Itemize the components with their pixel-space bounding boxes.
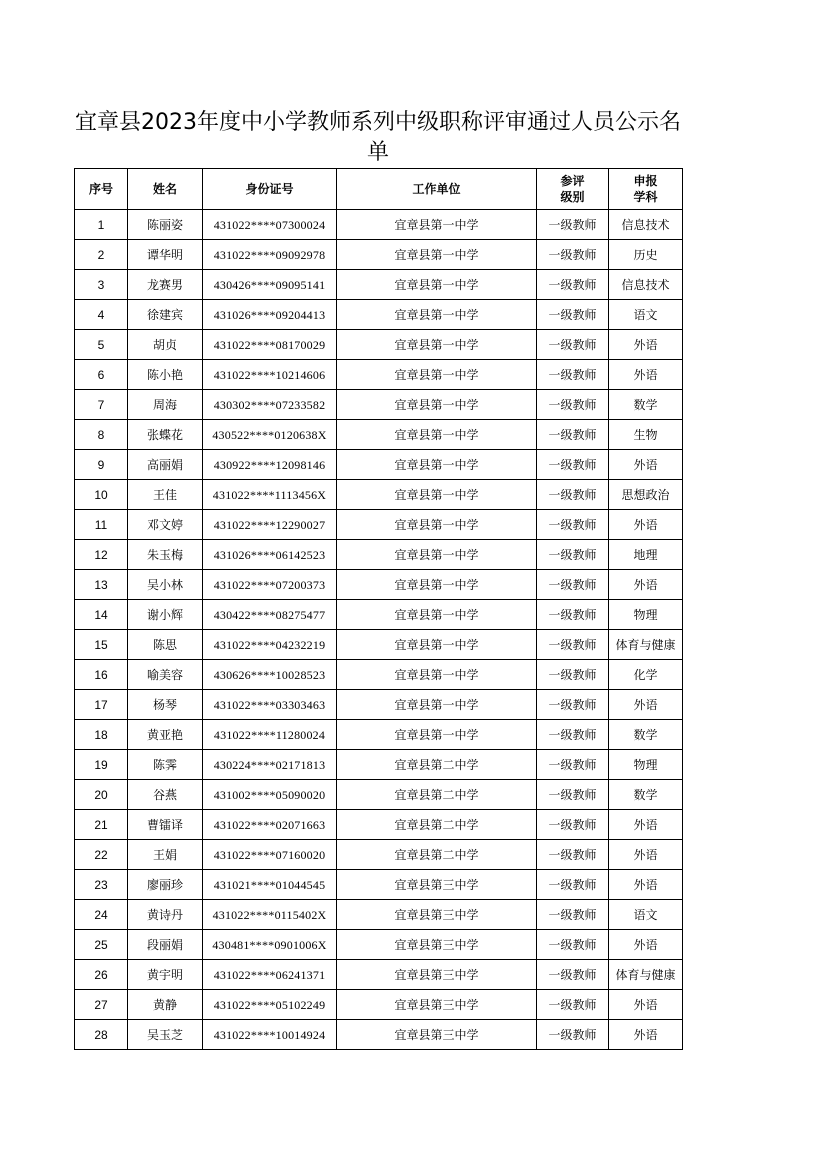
cell-id-number: 431022****1113456X: [203, 480, 337, 510]
cell-name: 喻美容: [128, 660, 203, 690]
cell-level: 一级教师: [537, 720, 609, 750]
header-name: 姓名: [128, 169, 203, 210]
cell-id-number: 431022****09092978: [203, 240, 337, 270]
table-row: [75, 900, 683, 930]
cell-subject: 历史: [609, 240, 683, 270]
cell-subject: 思想政治: [609, 480, 683, 510]
cell-work-unit: 宜章县第一中学: [337, 360, 537, 390]
table-row: [75, 570, 683, 600]
cell-work-unit: 宜章县第一中学: [337, 630, 537, 660]
cell-name: 朱玉梅: [128, 540, 203, 570]
cell-work-unit: 宜章县第二中学: [337, 810, 537, 840]
cell-work-unit: 宜章县第一中学: [337, 420, 537, 450]
header-unit: 工作单位: [337, 169, 537, 210]
table-row: [75, 1020, 683, 1050]
cell-seq: 2: [75, 240, 128, 270]
cell-work-unit: 宜章县第一中学: [337, 600, 537, 630]
table-row: [75, 450, 683, 480]
cell-seq: 21: [75, 810, 128, 840]
cell-seq: 14: [75, 600, 128, 630]
cell-subject: 外语: [609, 330, 683, 360]
cell-subject: 体育与健康: [609, 630, 683, 660]
cell-name: 王佳: [128, 480, 203, 510]
cell-work-unit: 宜章县第一中学: [337, 450, 537, 480]
cell-subject: 物理: [609, 750, 683, 780]
cell-level: 一级教师: [537, 660, 609, 690]
cell-id-number: 430922****12098146: [203, 450, 337, 480]
cell-level: 一级教师: [537, 990, 609, 1020]
cell-name: 陈思: [128, 630, 203, 660]
table-row: [75, 240, 683, 270]
table-row: [75, 510, 683, 540]
cell-level: 一级教师: [537, 600, 609, 630]
cell-level: 一级教师: [537, 630, 609, 660]
cell-level: 一级教师: [537, 900, 609, 930]
cell-level: 一级教师: [537, 840, 609, 870]
cell-name: 杨琴: [128, 690, 203, 720]
cell-seq: 10: [75, 480, 128, 510]
cell-name: 徐建宾: [128, 300, 203, 330]
table-row: [75, 420, 683, 450]
cell-work-unit: 宜章县第三中学: [337, 930, 537, 960]
cell-id-number: 431022****11280024: [203, 720, 337, 750]
cell-work-unit: 宜章县第一中学: [337, 540, 537, 570]
cell-subject: 外语: [609, 360, 683, 390]
cell-level: 一级教师: [537, 570, 609, 600]
cell-seq: 12: [75, 540, 128, 570]
header-id: 身份证号: [203, 169, 337, 210]
cell-id-number: 431022****10014924: [203, 1020, 337, 1050]
cell-subject: 生物: [609, 420, 683, 450]
cell-seq: 27: [75, 990, 128, 1020]
cell-subject: 地理: [609, 540, 683, 570]
header-subject: 申报 学科: [609, 169, 683, 210]
cell-subject: 数学: [609, 390, 683, 420]
cell-work-unit: 宜章县第三中学: [337, 960, 537, 990]
table-row: [75, 780, 683, 810]
cell-level: 一级教师: [537, 300, 609, 330]
cell-seq: 25: [75, 930, 128, 960]
cell-id-number: 431002****05090020: [203, 780, 337, 810]
cell-id-number: 431026****06142523: [203, 540, 337, 570]
cell-id-number: 430302****07233582: [203, 390, 337, 420]
cell-id-number: 431022****05102249: [203, 990, 337, 1020]
cell-work-unit: 宜章县第三中学: [337, 870, 537, 900]
table-row: [75, 540, 683, 570]
table-row: [75, 360, 683, 390]
cell-subject: 外语: [609, 510, 683, 540]
table-row: [75, 330, 683, 360]
cell-name: 吴玉芝: [128, 1020, 203, 1050]
cell-level: 一级教师: [537, 360, 609, 390]
cell-seq: 22: [75, 840, 128, 870]
cell-work-unit: 宜章县第一中学: [337, 510, 537, 540]
cell-level: 一级教师: [537, 750, 609, 780]
cell-level: 一级教师: [537, 330, 609, 360]
cell-id-number: 431022****07200373: [203, 570, 337, 600]
table-row: [75, 840, 683, 870]
cell-subject: 语文: [609, 300, 683, 330]
table-row: [75, 690, 683, 720]
cell-work-unit: 宜章县第一中学: [337, 300, 537, 330]
cell-name: 谢小辉: [128, 600, 203, 630]
cell-id-number: 431022****12290027: [203, 510, 337, 540]
cell-subject: 信息技术: [609, 210, 683, 240]
cell-seq: 6: [75, 360, 128, 390]
cell-seq: 7: [75, 390, 128, 420]
cell-seq: 5: [75, 330, 128, 360]
cell-name: 周海: [128, 390, 203, 420]
cell-subject: 外语: [609, 450, 683, 480]
cell-name: 黄诗丹: [128, 900, 203, 930]
cell-id-number: 431022****04232219: [203, 630, 337, 660]
cell-work-unit: 宜章县第一中学: [337, 390, 537, 420]
roster-table: [74, 168, 683, 1050]
cell-seq: 13: [75, 570, 128, 600]
cell-level: 一级教师: [537, 210, 609, 240]
cell-seq: 3: [75, 270, 128, 300]
cell-level: 一级教师: [537, 690, 609, 720]
table-row: [75, 630, 683, 660]
cell-work-unit: 宜章县第三中学: [337, 1020, 537, 1050]
cell-id-number: 431022****03303463: [203, 690, 337, 720]
cell-work-unit: 宜章县第一中学: [337, 660, 537, 690]
cell-seq: 15: [75, 630, 128, 660]
cell-seq: 18: [75, 720, 128, 750]
table-row: [75, 210, 683, 240]
table-row: [75, 960, 683, 990]
cell-seq: 4: [75, 300, 128, 330]
cell-subject: 化学: [609, 660, 683, 690]
cell-name: 谷燕: [128, 780, 203, 810]
cell-level: 一级教师: [537, 540, 609, 570]
cell-name: 廖丽珍: [128, 870, 203, 900]
cell-id-number: 430426****09095141: [203, 270, 337, 300]
cell-id-number: 430422****08275477: [203, 600, 337, 630]
cell-subject: 信息技术: [609, 270, 683, 300]
cell-seq: 1: [75, 210, 128, 240]
cell-name: 邓文婷: [128, 510, 203, 540]
cell-work-unit: 宜章县第一中学: [337, 270, 537, 300]
cell-name: 陈霁: [128, 750, 203, 780]
table-row: [75, 720, 683, 750]
cell-subject: 外语: [609, 570, 683, 600]
table-row: [75, 750, 683, 780]
cell-subject: 外语: [609, 840, 683, 870]
cell-work-unit: 宜章县第二中学: [337, 780, 537, 810]
cell-name: 黄静: [128, 990, 203, 1020]
cell-subject: 数学: [609, 720, 683, 750]
cell-name: 段丽娟: [128, 930, 203, 960]
cell-work-unit: 宜章县第一中学: [337, 210, 537, 240]
cell-seq: 24: [75, 900, 128, 930]
cell-work-unit: 宜章县第二中学: [337, 750, 537, 780]
cell-name: 胡贞: [128, 330, 203, 360]
cell-seq: 20: [75, 780, 128, 810]
table-row: [75, 810, 683, 840]
table-row: [75, 660, 683, 690]
cell-name: 陈小艳: [128, 360, 203, 390]
cell-id-number: 431021****01044545: [203, 870, 337, 900]
cell-work-unit: 宜章县第一中学: [337, 570, 537, 600]
cell-level: 一级教师: [537, 420, 609, 450]
cell-name: 谭华明: [128, 240, 203, 270]
cell-id-number: 431022****0115402X: [203, 900, 337, 930]
cell-work-unit: 宜章县第三中学: [337, 990, 537, 1020]
cell-subject: 外语: [609, 870, 683, 900]
cell-subject: 语文: [609, 900, 683, 930]
cell-work-unit: 宜章县第一中学: [337, 480, 537, 510]
cell-subject: 外语: [609, 690, 683, 720]
table-row: [75, 930, 683, 960]
cell-level: 一级教师: [537, 930, 609, 960]
cell-name: 张蝶花: [128, 420, 203, 450]
cell-subject: 外语: [609, 930, 683, 960]
cell-work-unit: 宜章县第一中学: [337, 330, 537, 360]
cell-level: 一级教师: [537, 780, 609, 810]
cell-work-unit: 宜章县第三中学: [337, 900, 537, 930]
table-row: [75, 600, 683, 630]
table-row: [75, 390, 683, 420]
cell-work-unit: 宜章县第一中学: [337, 720, 537, 750]
table-row: [75, 480, 683, 510]
cell-level: 一级教师: [537, 390, 609, 420]
cell-work-unit: 宜章县第一中学: [337, 690, 537, 720]
table-row: [75, 270, 683, 300]
cell-level: 一级教师: [537, 960, 609, 990]
cell-seq: 26: [75, 960, 128, 990]
cell-level: 一级教师: [537, 510, 609, 540]
table-body: [75, 210, 683, 1050]
cell-level: 一级教师: [537, 870, 609, 900]
cell-name: 龙赛男: [128, 270, 203, 300]
cell-level: 一级教师: [537, 450, 609, 480]
cell-seq: 16: [75, 660, 128, 690]
cell-work-unit: 宜章县第一中学: [337, 240, 537, 270]
cell-id-number: 431022****06241371: [203, 960, 337, 990]
cell-level: 一级教师: [537, 810, 609, 840]
cell-level: 一级教师: [537, 270, 609, 300]
cell-id-number: 430522****0120638X: [203, 420, 337, 450]
cell-level: 一级教师: [537, 1020, 609, 1050]
cell-name: 黄宇明: [128, 960, 203, 990]
cell-seq: 17: [75, 690, 128, 720]
header-level: 参评 级别: [537, 169, 609, 210]
document-title: 宜章县2023年度中小学教师系列中级职称评审通过人员公示名单: [75, 110, 681, 165]
cell-subject: 数学: [609, 780, 683, 810]
cell-seq: 23: [75, 870, 128, 900]
cell-seq: 19: [75, 750, 128, 780]
cell-name: 陈丽姿: [128, 210, 203, 240]
table-header-row: [75, 169, 683, 210]
cell-id-number: 430481****0901006X: [203, 930, 337, 960]
cell-id-number: 431022****07160020: [203, 840, 337, 870]
cell-id-number: 431026****09204413: [203, 300, 337, 330]
table-row: [75, 300, 683, 330]
cell-level: 一级教师: [537, 240, 609, 270]
cell-subject: 体育与健康: [609, 960, 683, 990]
cell-seq: 11: [75, 510, 128, 540]
cell-seq: 28: [75, 1020, 128, 1050]
cell-id-number: 430626****10028523: [203, 660, 337, 690]
cell-name: 吴小林: [128, 570, 203, 600]
cell-subject: 外语: [609, 810, 683, 840]
cell-name: 曹镭译: [128, 810, 203, 840]
cell-id-number: 431022****02071663: [203, 810, 337, 840]
cell-id-number: 431022****08170029: [203, 330, 337, 360]
cell-level: 一级教师: [537, 480, 609, 510]
cell-id-number: 430224****02171813: [203, 750, 337, 780]
cell-seq: 8: [75, 420, 128, 450]
cell-name: 黄亚艳: [128, 720, 203, 750]
table-row: [75, 870, 683, 900]
cell-subject: 外语: [609, 990, 683, 1020]
cell-id-number: 431022****10214606: [203, 360, 337, 390]
header-seq: 序号: [75, 169, 128, 210]
cell-work-unit: 宜章县第二中学: [337, 840, 537, 870]
cell-name: 高丽娟: [128, 450, 203, 480]
cell-subject: 物理: [609, 600, 683, 630]
cell-id-number: 431022****07300024: [203, 210, 337, 240]
cell-name: 王娟: [128, 840, 203, 870]
cell-seq: 9: [75, 450, 128, 480]
cell-subject: 外语: [609, 1020, 683, 1050]
table-row: [75, 990, 683, 1020]
